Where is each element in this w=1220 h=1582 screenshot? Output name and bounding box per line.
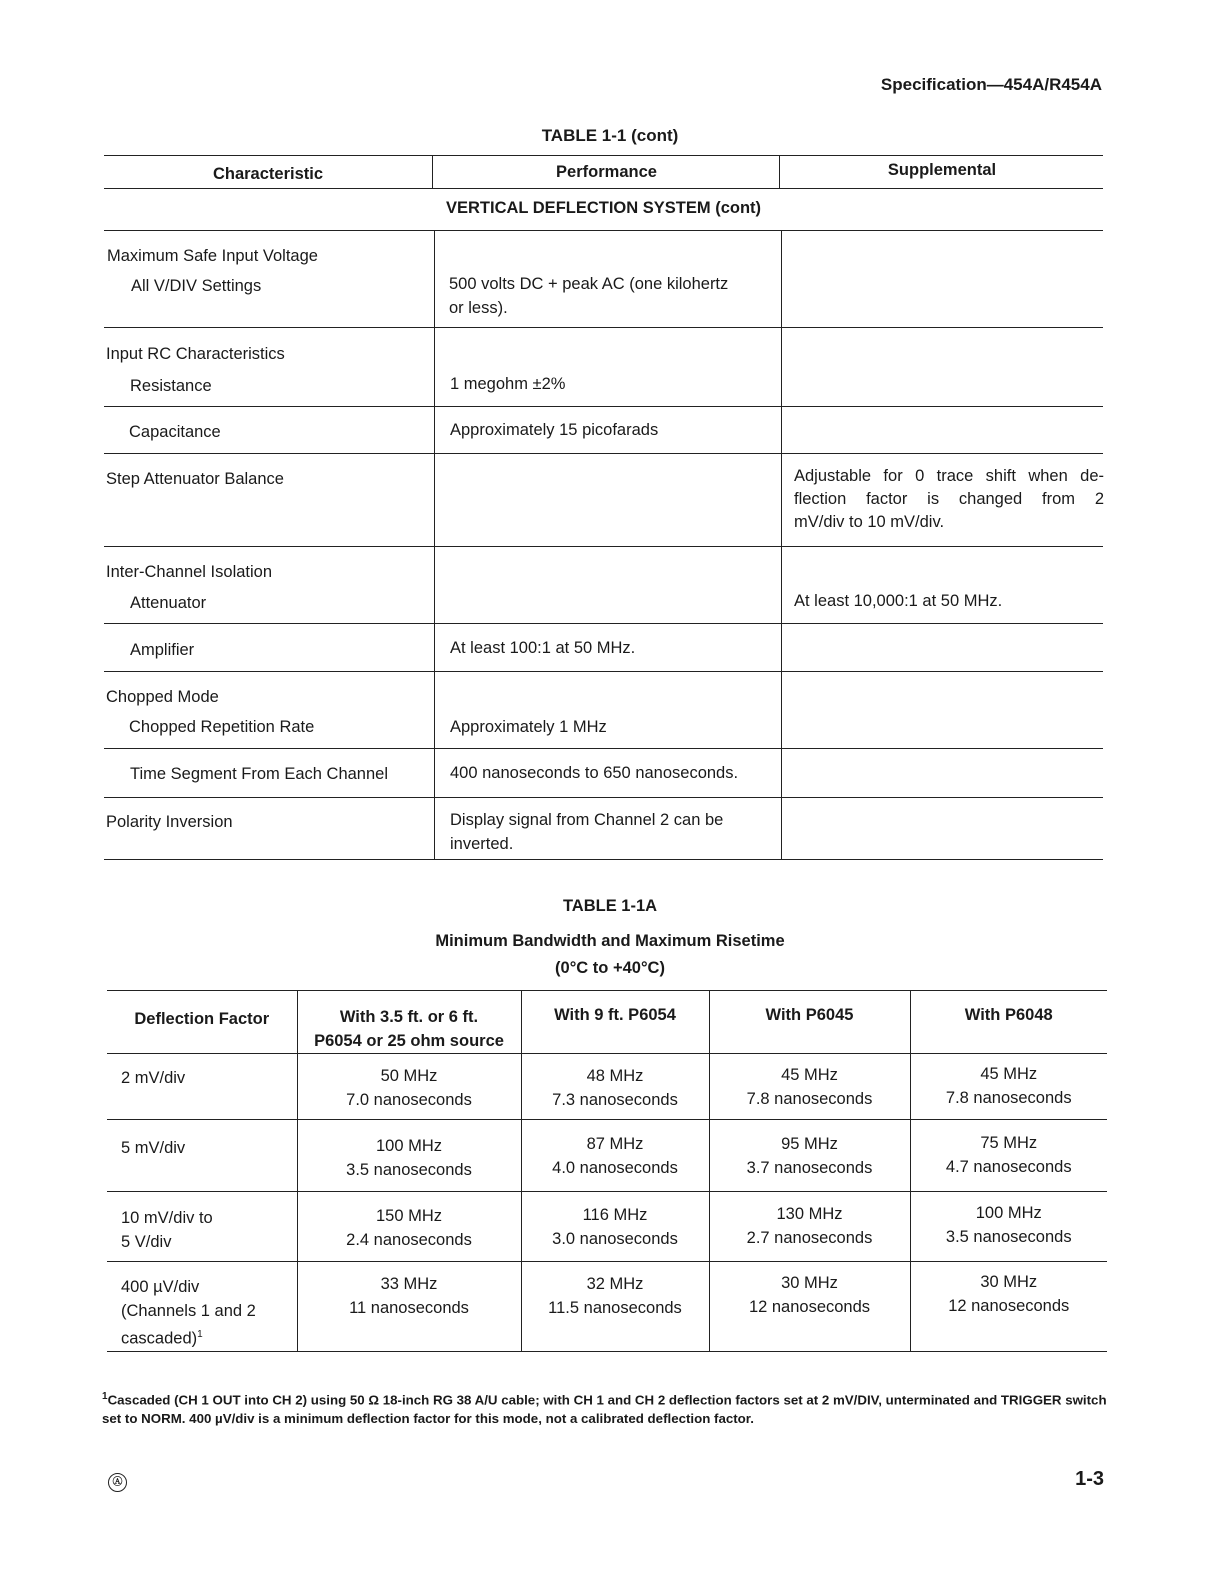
footnote: [102, 1387, 1107, 1428]
risetime-value: 3.7 nanoseconds: [746, 1159, 873, 1177]
bandwidth-value: 32 MHz: [586, 1275, 644, 1293]
perf-value: Display signal from Channel 2 can be: [450, 811, 724, 829]
table-rule: [104, 859, 1103, 860]
char-label: Maximum Safe Input Voltage: [107, 247, 318, 265]
bandwidth-value: 50 MHz: [380, 1067, 438, 1085]
table-rule: [781, 230, 782, 859]
table-rule: [104, 327, 1103, 328]
table-rule: [104, 230, 1103, 231]
value-cell: [709, 1192, 910, 1262]
col-header-9ft-probe: [521, 991, 709, 1054]
value-cell: [709, 1054, 910, 1120]
bandwidth-value: 30 MHz: [781, 1274, 838, 1292]
value-cell: [521, 1120, 709, 1192]
char-label: Polarity Inversion: [106, 813, 233, 831]
char-label: Chopped Mode: [106, 688, 219, 706]
value-cell: [297, 1262, 521, 1352]
header-label: With P6048: [964, 1006, 1053, 1024]
df-line: 5 mV/div: [121, 1139, 186, 1157]
bandwidth-value: 100 MHz: [975, 1204, 1042, 1222]
char-label: Resistance: [130, 377, 212, 395]
logo-glyph: Ⓐ: [112, 1477, 123, 1488]
supp-value: flection factor is changed from 2: [794, 490, 1104, 508]
value-cell: [709, 1120, 910, 1192]
bandwidth-value: 48 MHz: [586, 1067, 644, 1085]
col-header-3-5ft-probe: [297, 991, 521, 1054]
risetime-value: 7.0 nanoseconds: [346, 1091, 472, 1109]
table2-caption: TABLE 1-1A: [562, 897, 658, 915]
risetime-value: 2.7 nanoseconds: [746, 1229, 873, 1247]
header-label: With P6045: [765, 1006, 854, 1024]
char-label: Time Segment From Each Channel: [130, 765, 388, 783]
value-cell: [297, 1192, 521, 1262]
supp-value: At least 10,000:1 at 50 MHz.: [794, 592, 1003, 610]
value-cell: [910, 1120, 1107, 1192]
value-cell: [910, 1262, 1107, 1352]
deflection-factor-cell: [107, 1120, 297, 1192]
header-label: P6054 or 25 ohm source: [314, 1032, 504, 1050]
risetime-value: 12 nanoseconds: [948, 1297, 1070, 1315]
value-cell: [521, 1054, 709, 1120]
col-header-characteristic: Characteristic: [212, 165, 324, 183]
value-cell: [910, 1192, 1107, 1262]
table-rule: [104, 453, 1103, 454]
risetime-value: 4.7 nanoseconds: [945, 1158, 1072, 1176]
supp-value: Adjustable for 0 trace shift when de-: [794, 467, 1104, 485]
header-label: With 3.5 ft. or 6 ft.: [339, 1008, 479, 1026]
risetime-value: 7.8 nanoseconds: [746, 1090, 873, 1108]
bandwidth-table: [107, 990, 1107, 1352]
char-label: All V/DIV Settings: [131, 277, 262, 295]
char-label: Inter-Channel Isolation: [106, 563, 273, 581]
char-label: Amplifier: [130, 641, 195, 659]
char-label: Chopped Repetition Rate: [129, 718, 315, 736]
bandwidth-value: 45 MHz: [980, 1065, 1038, 1083]
table-rule: [432, 155, 433, 188]
risetime-value: 7.8 nanoseconds: [945, 1089, 1072, 1107]
page-number: 1-3: [1075, 1468, 1104, 1490]
table-rule: [104, 748, 1103, 749]
bandwidth-value: 45 MHz: [781, 1066, 838, 1084]
bandwidth-value: 30 MHz: [980, 1273, 1038, 1291]
perf-value: 1 megohm ±2%: [450, 375, 566, 393]
header-label: With 9 ft. P6054: [554, 1006, 676, 1024]
bandwidth-value: 130 MHz: [776, 1205, 843, 1223]
table-row: [107, 1054, 1107, 1120]
table-rule: [104, 797, 1103, 798]
char-label: Attenuator: [130, 594, 207, 612]
footnote-text: Cascaded (CH 1 OUT into CH 2) using 50 Ω 18-inch RG 38 A/U cable; with CH 1 and CH 2 deflection factors set at 2 mV/DIV, unterminated and TRIGGER switch set to NORM. 400 µV/div is a minimum deflection factor for this mode, not a calibrated deflection factor.: [102, 1392, 1107, 1427]
table-row: [107, 1192, 1107, 1262]
df-line: 2 mV/div: [121, 1069, 186, 1087]
col-header-p6048: [910, 991, 1107, 1054]
value-cell: [297, 1120, 521, 1192]
df-line: [121, 1323, 297, 1351]
deflection-factor-cell: [107, 1262, 297, 1352]
bandwidth-value: 100 MHz: [375, 1137, 443, 1155]
risetime-value: 4.0 nanoseconds: [552, 1159, 678, 1177]
tektronix-logo-icon: [108, 1473, 127, 1492]
bandwidth-value: 87 MHz: [586, 1135, 644, 1153]
perf-value: 500 volts DC + peak AC (one kilohertz: [449, 275, 729, 293]
page-header: Specification—454A/R454A: [880, 75, 1102, 94]
table-row: [107, 1262, 1107, 1352]
col-header-deflection-factor: [107, 991, 297, 1054]
table2-subtitle: Minimum Bandwidth and Maximum Risetime: [435, 932, 785, 950]
supp-value: mV/div to 10 mV/div.: [794, 513, 945, 531]
bandwidth-value: 75 MHz: [980, 1134, 1038, 1152]
table1-caption: TABLE 1-1 (cont): [541, 126, 679, 145]
table-row: [107, 1120, 1107, 1192]
bandwidth-value: 95 MHz: [781, 1135, 838, 1153]
deflection-factor-cell: [107, 1192, 297, 1262]
table-rule: [104, 188, 1103, 189]
value-cell: [910, 1054, 1107, 1120]
perf-value: Approximately 15 picofarads: [450, 421, 659, 439]
table2-temp-range: (0°C to +40°C): [555, 959, 665, 977]
risetime-value: 2.4 nanoseconds: [346, 1231, 472, 1249]
table-rule: [779, 155, 780, 188]
col-header-performance: Performance: [556, 163, 657, 181]
df-text: cascaded): [121, 1329, 198, 1348]
perf-value: inverted.: [450, 835, 514, 853]
df-line: 10 mV/div to: [121, 1209, 213, 1227]
df-line: 400 µV/div: [121, 1278, 200, 1296]
deflection-factor-cell: [107, 1054, 297, 1120]
value-cell: [709, 1262, 910, 1352]
bandwidth-value: 33 MHz: [380, 1275, 438, 1293]
perf-value: or less).: [449, 299, 508, 317]
risetime-value: 3.5 nanoseconds: [945, 1228, 1072, 1246]
section-title: VERTICAL DEFLECTION SYSTEM (cont): [445, 199, 762, 217]
table-rule: [104, 546, 1103, 547]
table-rule: [104, 671, 1103, 672]
bandwidth-value: 116 MHz: [582, 1206, 648, 1224]
footnote-marker: 1: [102, 1391, 108, 1402]
value-cell: [297, 1054, 521, 1120]
table-rule: [434, 230, 435, 859]
footnote-ref: 1: [197, 1329, 203, 1340]
table-rule: [104, 406, 1103, 407]
table-header-row: [107, 991, 1107, 1054]
char-label: Step Attenuator Balance: [106, 470, 284, 488]
table-rule: [104, 623, 1103, 624]
char-label: Input RC Characteristics: [106, 345, 285, 363]
df-line: 5 V/div: [121, 1233, 172, 1251]
col-header-p6045: [709, 991, 910, 1054]
risetime-value: 7.3 nanoseconds: [552, 1091, 678, 1109]
risetime-value: 11 nanoseconds: [349, 1299, 469, 1317]
risetime-value: 3.5 nanoseconds: [346, 1161, 472, 1179]
perf-value: Approximately 1 MHz: [450, 718, 607, 736]
char-label: Capacitance: [129, 423, 221, 441]
perf-value: 400 nanoseconds to 650 nanoseconds.: [450, 764, 739, 782]
table-rule: [104, 155, 1103, 156]
value-cell: [521, 1262, 709, 1352]
col-header-supplemental: Supplemental: [887, 161, 997, 179]
risetime-value: 11.5 nanoseconds: [548, 1299, 682, 1317]
value-cell: [521, 1192, 709, 1262]
df-line: (Channels 1 and 2: [121, 1302, 256, 1320]
bandwidth-value: 150 MHz: [375, 1207, 443, 1225]
header-label: Deflection Factor: [134, 1010, 270, 1028]
risetime-value: 3.0 nanoseconds: [552, 1230, 678, 1248]
perf-value: At least 100:1 at 50 MHz.: [450, 639, 636, 657]
risetime-value: 12 nanoseconds: [748, 1298, 871, 1316]
